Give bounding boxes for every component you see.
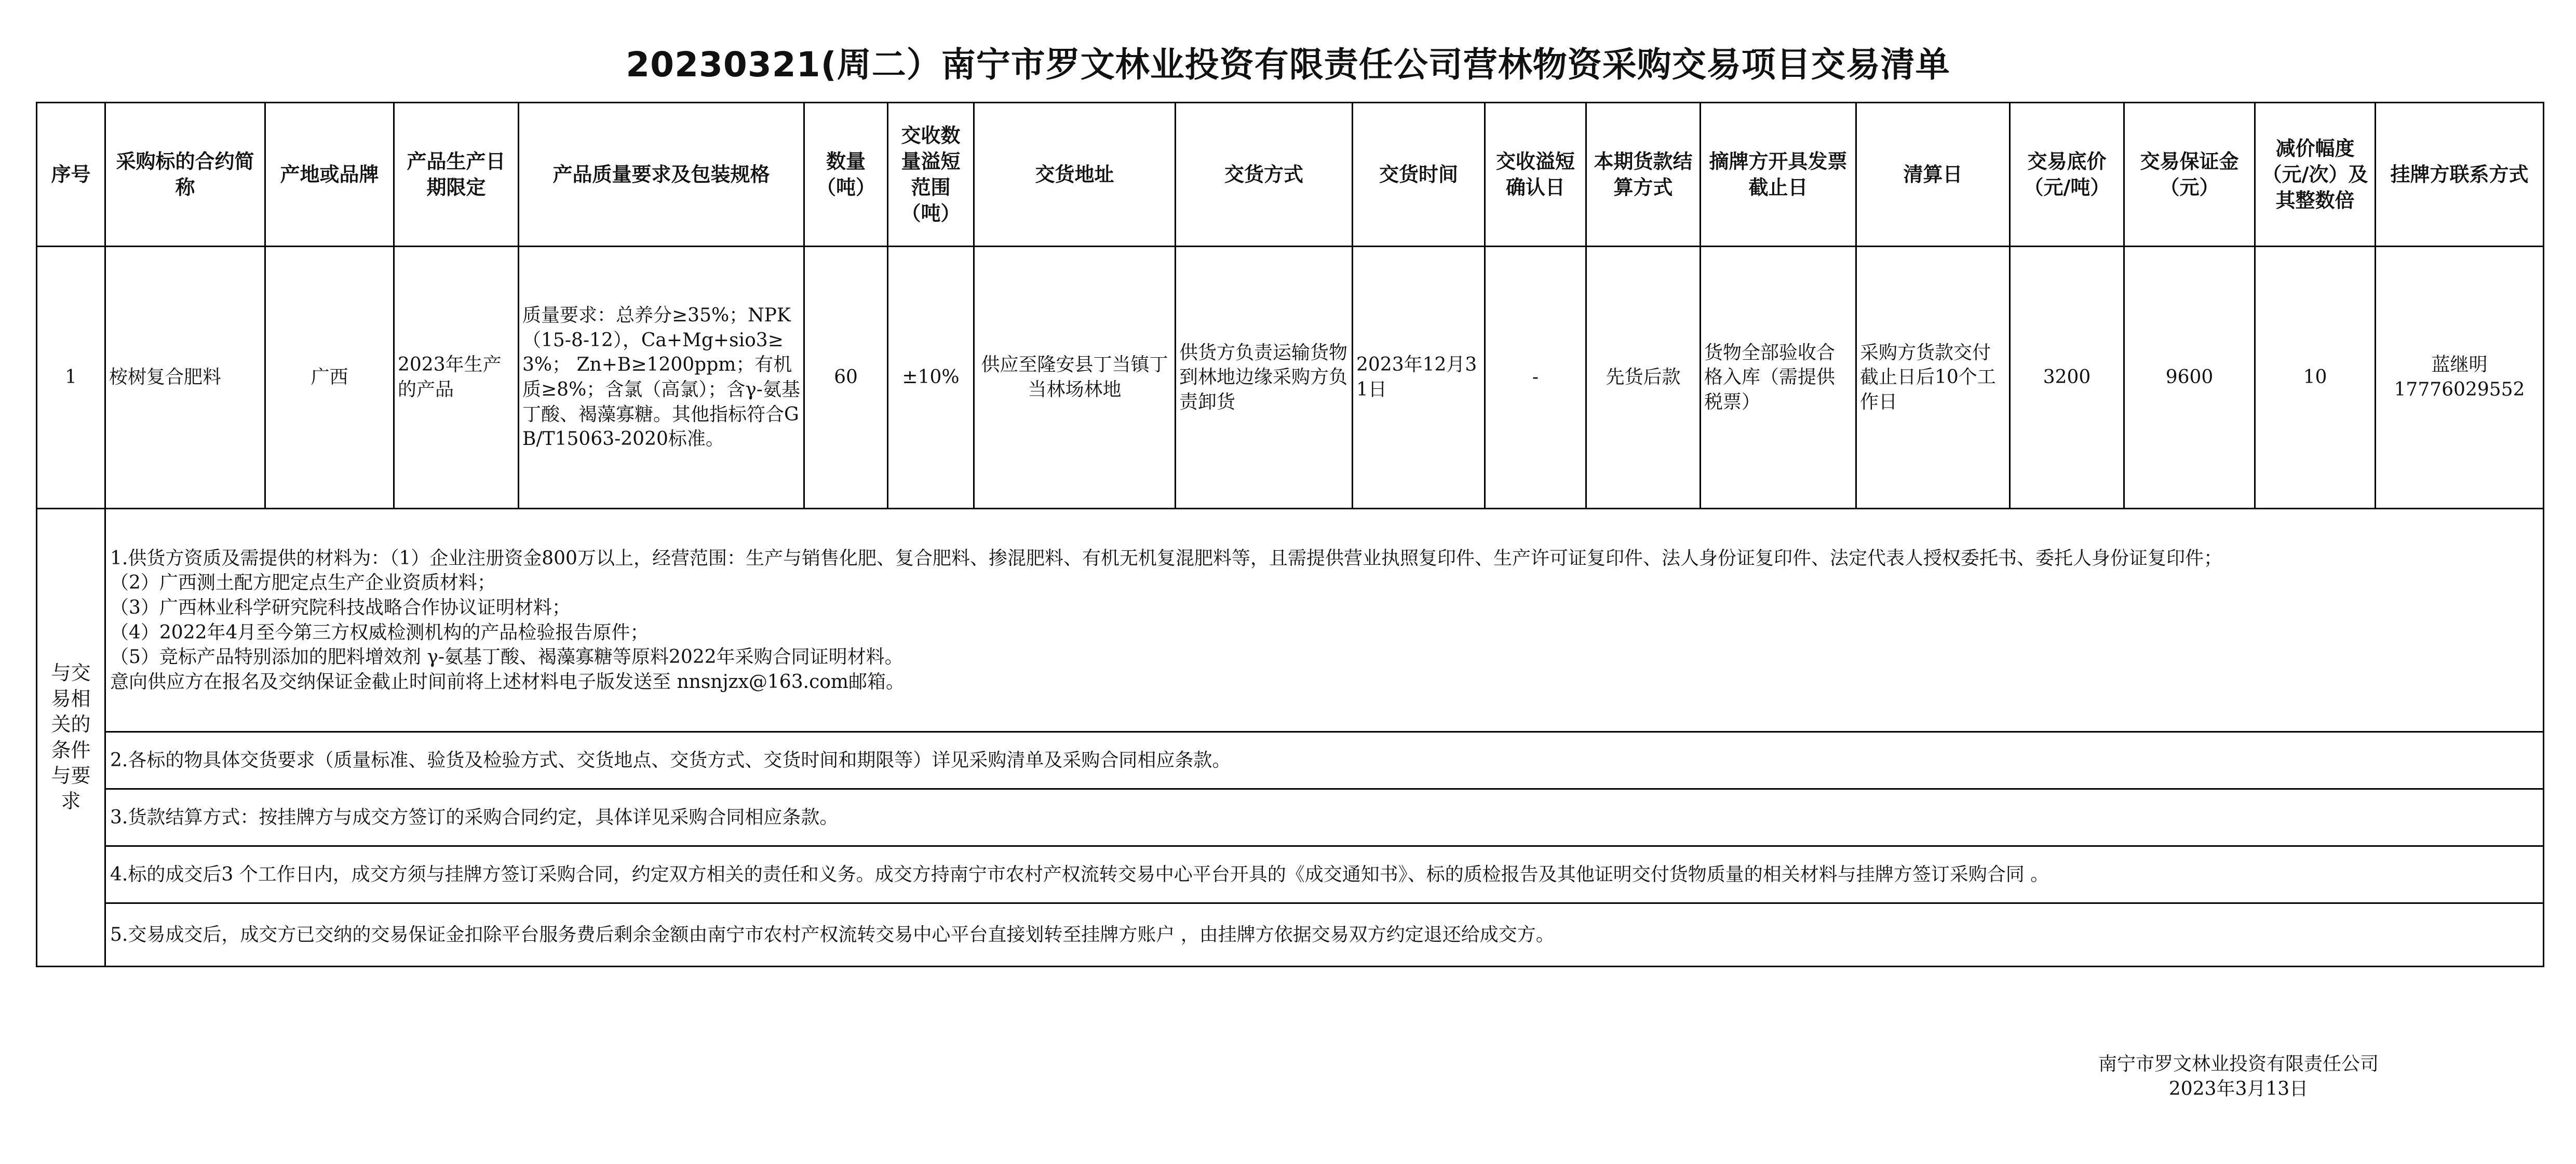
cell-delivery: 供货方负责运输货物到林地边缘采购方负责卸货 (1176, 247, 1353, 509)
condition-2: 2.各标的物具体交货要求（质量标准、验货及检验方式、交货地点、交货方式、交货时间和期限等）详见采购清单及采购合同相应条款。 (105, 732, 2544, 789)
cell-contact (2376, 247, 2544, 509)
cell-seq: 1 (37, 247, 105, 509)
cell-confirm-day: - (1485, 247, 1586, 509)
conditions-label: 与交易相关的条件与要求 (37, 509, 105, 967)
condition-row-5 (37, 903, 2544, 967)
condition-1-line-3: （3）广西林业科学研究院科技战略合作协议证明材料； (110, 597, 571, 618)
cell-settlement: 先货后款 (1586, 247, 1701, 509)
header-tolerance: 交收数量溢短范围（吨） (888, 103, 974, 247)
header-confirm-day: 交收溢短确认日 (1485, 103, 1586, 247)
condition-1-line-1: 1.供货方资质及需提供的材料为：（1）企业注册资金800万以上，经营范围：生产与销售化肥、复合肥料、掺混肥料、有机无机复混肥料等，且需提供营业执照复印件、生产许可证复印件、法人身份证复印件、法定代表人授权委托书、委托人身份证复印件； (110, 547, 2222, 569)
condition-row-2 (37, 732, 2544, 789)
header-quality: 产品质量要求及包装规格 (519, 103, 804, 247)
header-name: 采购标的合约简称 (105, 103, 265, 247)
condition-row-1 (37, 509, 2544, 732)
condition-5: 5.交易成交后，成交方已交纳的交易保证金扣除平台服务费后剩余金额由南宁市农村产权流转交易中心平台直接划转至挂牌方账户 ，由挂牌方依据交易双方约定退还给成交方。 (105, 903, 2544, 967)
cell-origin: 广西 (265, 247, 394, 509)
header-clearing-day: 清算日 (1856, 103, 2010, 247)
contact-phone: 17776029552 (2394, 379, 2525, 400)
header-contact: 挂牌方联系方式 (2376, 103, 2544, 247)
header-date-limit: 产品生产日期限定 (394, 103, 519, 247)
cell-invoice-deadline: 货物全部验收合格入库（需提供税票） (1701, 247, 1856, 509)
condition-4: 4.标的成交后3 个工作日内，成交方须与挂牌方签订采购合同，约定双方相关的责任和义务。成交方持南宁市农村产权流转交易中心平台开具的《成交通知书》、标的质检报告及其他证明交付货物质量的相关材料与挂牌方签订采购合同 。 (105, 846, 2544, 903)
cell-name: 桉树复合肥料 (105, 247, 265, 509)
header-deposit: 交易保证金（元） (2124, 103, 2255, 247)
header-quantity: 数量（吨） (804, 103, 888, 247)
cell-base-price: 3200 (2010, 247, 2124, 509)
footer-date: 2023年3月13日 (2168, 1078, 2309, 1100)
cell-clearing-day: 采购方货款交付截止日后10个工作日 (1856, 247, 2010, 509)
condition-1-line-6: 意向供应方在报名及交纳保证金截止时间前将上述材料电子版发送至 nnsnjzx@163.com邮箱。 (110, 671, 905, 693)
condition-1 (105, 509, 2544, 732)
footer-signature (2031, 1052, 2446, 1102)
condition-row-3 (37, 789, 2544, 846)
page-title: 20230321(周二）南宁市罗文林业投资有限责任公司营林物资采购交易项目交易清单 (626, 45, 1950, 85)
cell-decrement: 10 (2255, 247, 2376, 509)
header-invoice-deadline: 摘牌方开具发票截止日 (1701, 103, 1856, 247)
cell-quality: 质量要求：总养分≥35%；NPK（15-8-12），Ca+Mg+sio3≥3%； Zn+B≥1200ppm；有机质≥8%；含氯（高氯）；含γ-氨基丁酸、褐藻寡糖。其他指标符合GB/T15063-2020标准。 (519, 247, 804, 509)
cell-tolerance: ±10% (888, 247, 974, 509)
header-decrement: 减价幅度（元/次）及其整数倍 (2255, 103, 2376, 247)
header-row (37, 103, 2544, 247)
footer-company: 南宁市罗文林业投资有限责任公司 (2098, 1053, 2379, 1075)
condition-row-4 (37, 846, 2544, 903)
header-base-price: 交易底价（元/吨） (2010, 103, 2124, 247)
condition-3: 3.货款结算方式：按挂牌方与成交方签订的采购合同约定，具体详见采购合同相应条款。 (105, 789, 2544, 846)
cell-time: 2023年12月31日 (1353, 247, 1485, 509)
condition-1-line-2: （2）广西测土配方肥定点生产企业资质材料； (110, 572, 496, 594)
cell-date-limit: 2023年生产的产品 (394, 247, 519, 509)
header-settlement: 本期货款结算方式 (1586, 103, 1701, 247)
header-address: 交货地址 (974, 103, 1176, 247)
header-time: 交货时间 (1353, 103, 1485, 247)
procurement-table (36, 102, 2544, 967)
contact-name: 蓝继明 (2431, 354, 2488, 376)
cell-quantity: 60 (804, 247, 888, 509)
table-row (37, 247, 2544, 509)
header-delivery: 交货方式 (1176, 103, 1353, 247)
header-origin: 产地或品牌 (265, 103, 394, 247)
header-seq: 序号 (37, 103, 105, 247)
condition-1-line-4: （4）2022年4月至今第三方权威检测机构的产品检验报告原件； (110, 621, 649, 643)
cell-address: 供应至隆安县丁当镇丁当林场林地 (974, 247, 1176, 509)
condition-1-line-5: （5）竞标产品特别添加的肥料增效剂 γ-氨基丁酸、褐藻寡糖等原料2022年采购合同证明材料。 (110, 646, 903, 668)
cell-deposit: 9600 (2124, 247, 2255, 509)
